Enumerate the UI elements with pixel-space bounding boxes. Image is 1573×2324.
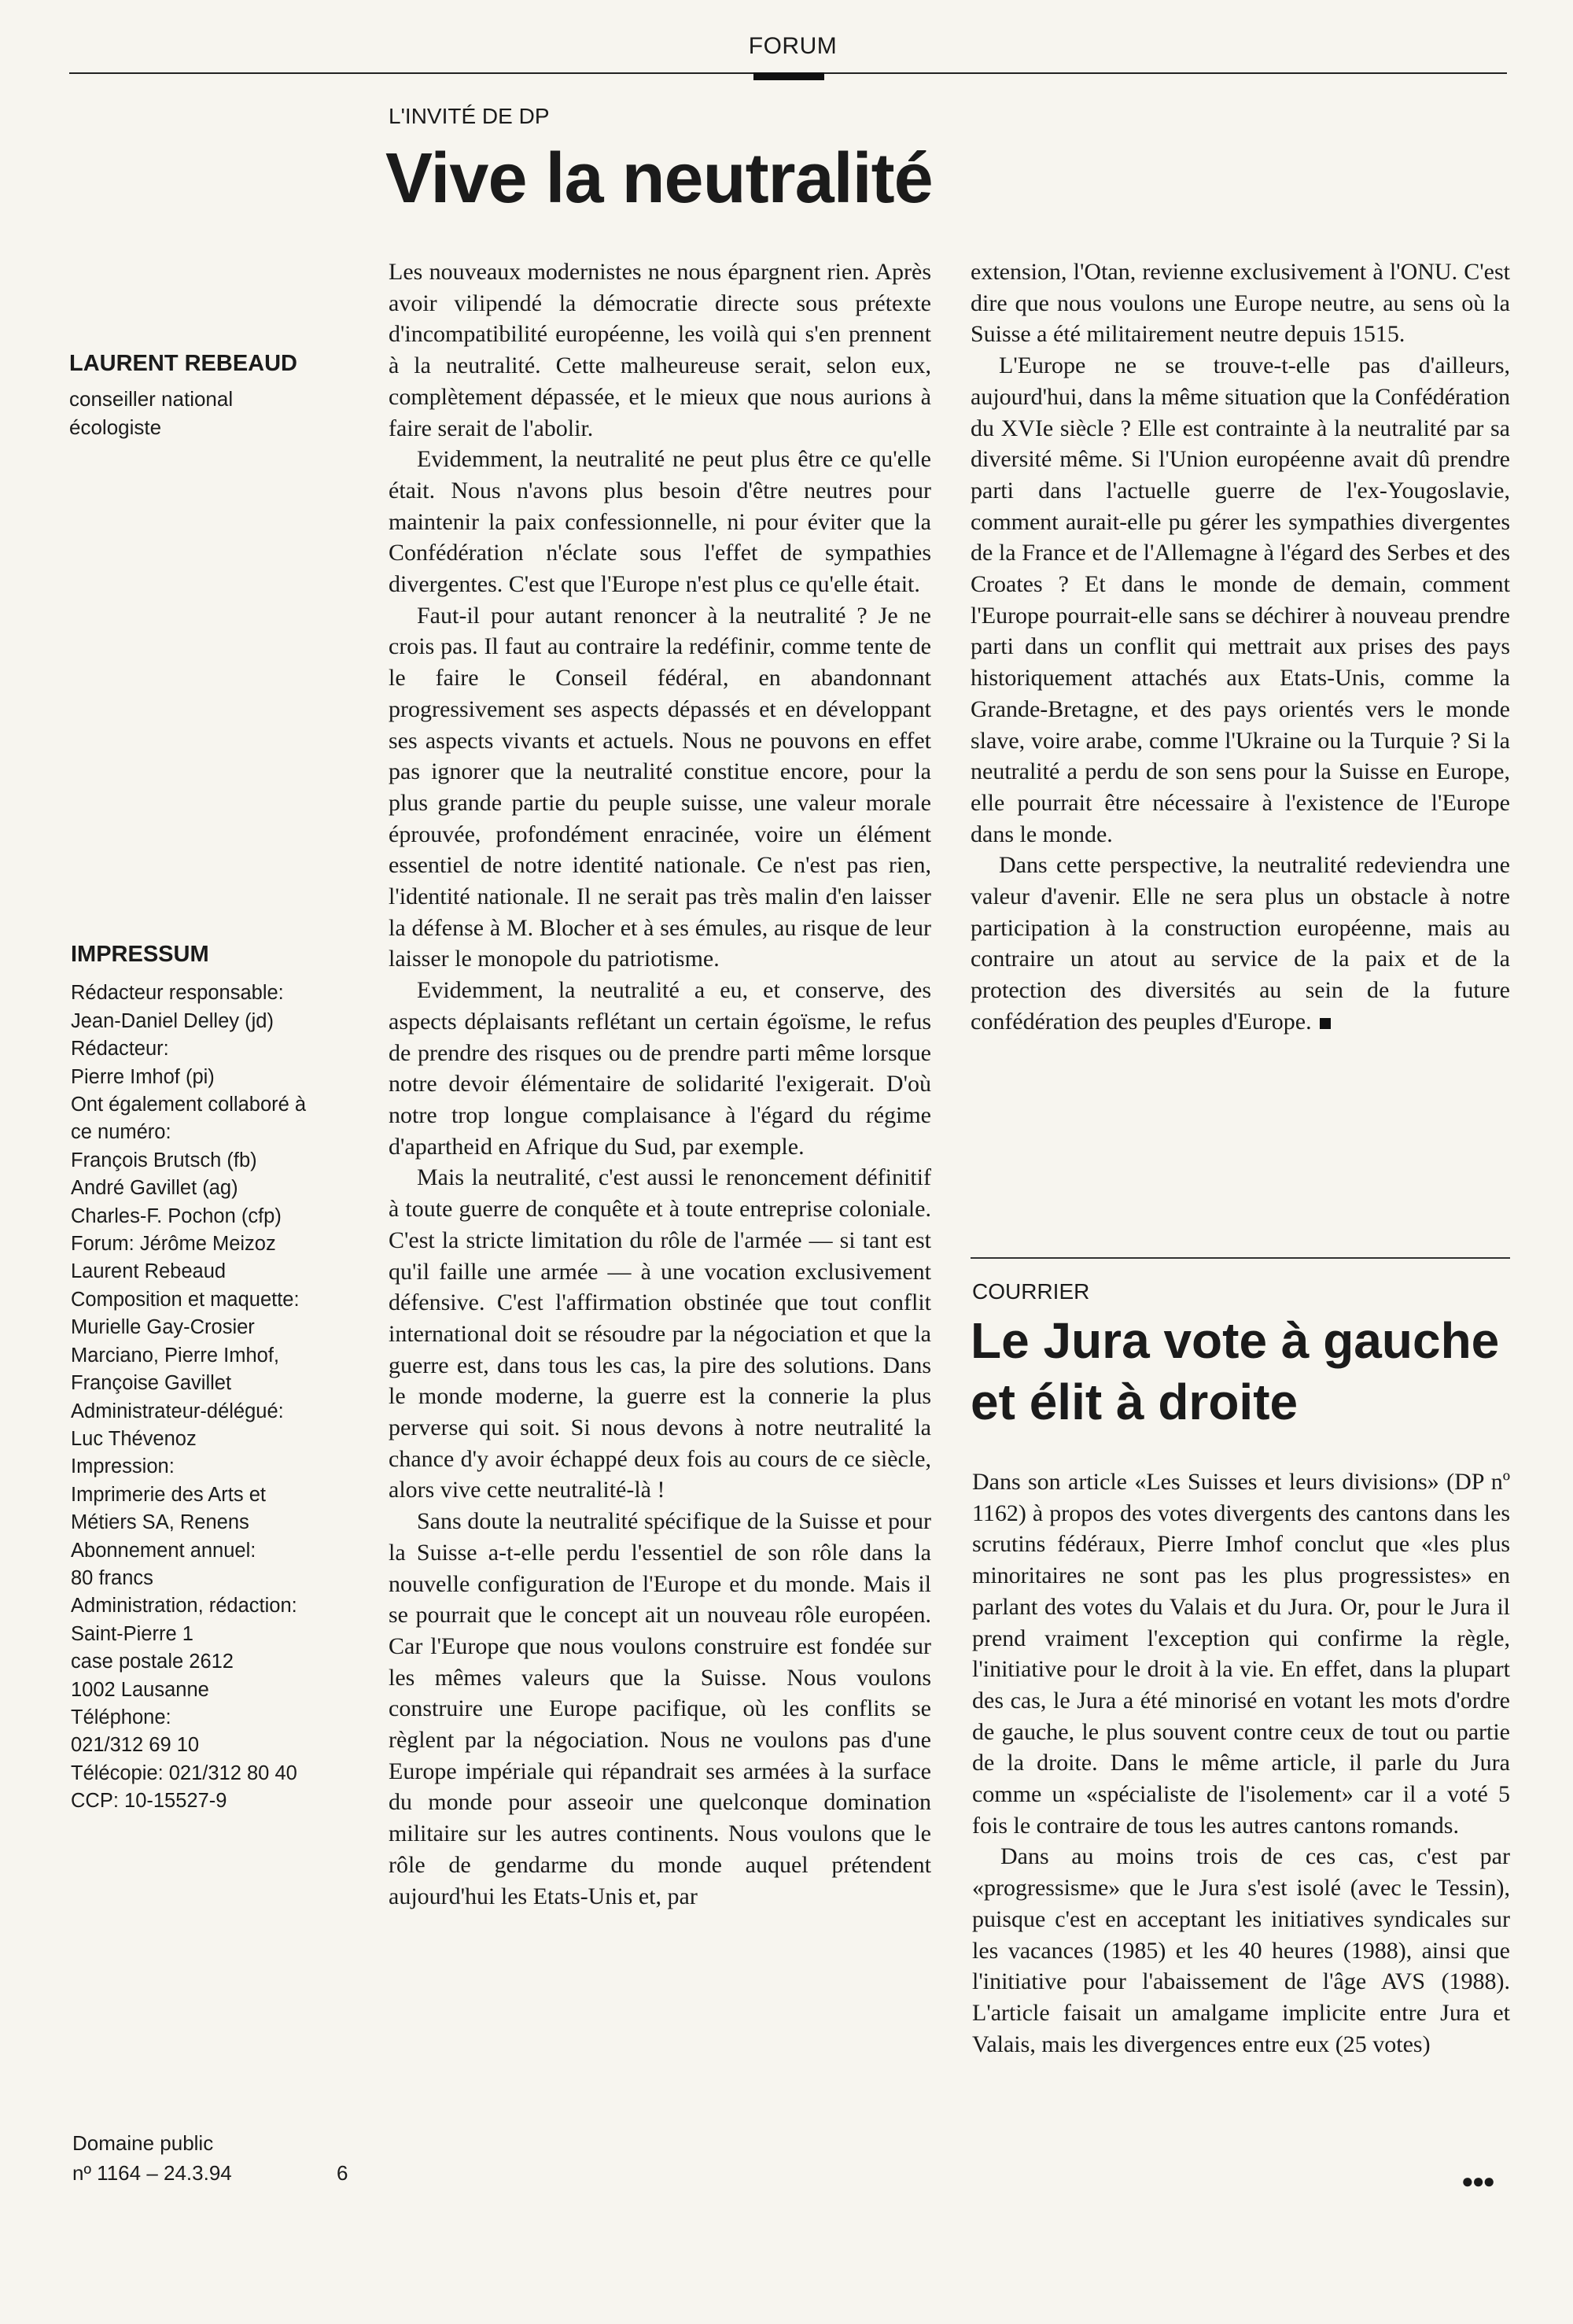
- impressum-title: IMPRESSUM: [71, 942, 209, 967]
- article-title: Vive la neutralité: [385, 139, 933, 218]
- impressum-line: Pierre Imhof (pi): [71, 1065, 215, 1088]
- impressum-line: Administrateur-délégué:: [71, 1400, 284, 1422]
- page-number: 6: [337, 2161, 348, 2185]
- impressum-line: Administration, rédaction:: [71, 1595, 297, 1618]
- article-column-1: [389, 256, 931, 1912]
- impressum-line: Murielle Gay-Crosier: [71, 1316, 255, 1339]
- author-role: conseiller national écologiste: [69, 387, 234, 439]
- paragraph: [971, 850, 1510, 1037]
- impressum-line: Métiers SA, Renens: [71, 1511, 249, 1534]
- paragraph: Sans doute la neutralité spécifique de la Suisse et pour la Suisse a-t-elle perdu l'essentiel de son rôle dans la nouvelle configuration de l'Europe et du monde. Mais il se pourrait que le concept ait un nouveau rôle européen. Car l'Europe que nous voulons construire est fondée sur les mêmes valeurs que la Suisse. Nous voulons construire une Europe pacifique, où les conflits se règlent par la négociation. Nous ne voulons pas d'une Europe impériale qui répandrait ses armées à la surface du monde pour asseoir une quelconque domination militaire sur les autres continents. Nous voulons que le rôle de gendarme du monde auquel prétendent aujourd'hui les Etats-Unis et, par: [389, 1508, 931, 1909]
- paragraph: Faut-il pour autant renoncer à la neutralité ? Je ne crois pas. Il faut au contraire la redéfinir, comme tente de le faire le Conseil fédéral, en abandonnant progressivement ses aspects dépassés et en développant ses aspects vivants et actuels. Nous ne pouvons en effet pas ignorer que la neutralité constitue encore, pour la plus grande partie du peuple suisse, une valeur morale éprouvée, profondément enracinée, voire un élément essentiel de notre identité nationale. Ce n'est pas rien, l'identité nationale. Il ne serait pas très malin d'en laisser la défense à M. Blocher et à ses émules, au risque de leur laisser le monopole du patriotisme.: [389, 602, 931, 972]
- impressum-line: ce numéro:: [71, 1121, 171, 1144]
- impressum-line: Luc Thévenoz: [71, 1427, 197, 1450]
- paragraph: Mais la neutralité, c'est aussi le renoncement définitif à toute guerre de conquête et à toute entreprise coloniale. C'est la stricte limitation du rôle de l'armée — si tant est qu'il faille une armée — à une vocation exclusivement défensive. C'est l'affirmation obstinée que tout conflit international doit se résoudre par la négociation et que la guerre est, dans tous les cas, la pire des solutions. Dans le monde moderne, la guerre est la connerie la plus perverse qui soit. Si nous devons à notre neutralité la chance d'y avoir échappé deux fois au cours de ce siècle, alors vive cette neutralité-là !: [389, 1164, 931, 1503]
- impressum-line: Abonnement annuel:: [71, 1539, 256, 1562]
- impressum-line: Saint-Pierre 1: [71, 1622, 193, 1645]
- section-marker: [753, 72, 824, 80]
- impressum-line: Laurent Rebeaud: [71, 1260, 227, 1283]
- impressum-line: Françoise Gavillet: [71, 1372, 232, 1395]
- paragraph-text: Dans cette perspective, la neutralité redeviendra une valeur d'avenir. Elle ne sera plus un obstacle à notre participation à la construction européenne, mais au contraire un atout au service de la paix et de la protection des diversités au sein de la future confédération des peuples d'Europe.: [971, 852, 1510, 1035]
- letters-kicker: COURRIER: [972, 1279, 1090, 1304]
- impressum-line: CCP: 10-15527-9: [71, 1790, 227, 1813]
- issue-number: nº 1164 – 24.3.94: [72, 2161, 232, 2185]
- page-footer: [72, 2128, 363, 2188]
- impressum-line: Ont également collaboré à: [71, 1094, 307, 1116]
- section-divider: [971, 1257, 1510, 1259]
- publication-name: Domaine public: [72, 2131, 214, 2155]
- impressum-lines: [71, 979, 354, 1815]
- paragraph: Dans son article «Les Suisses et leurs divisions» (DP nº 1162) à propos des votes divergents des cantons dans les scrutins fédéraux, Pierre Imhof conclut que «les plus minoritaires ne sont pas les plus progressistes» en parlant des votes du Valais et du Jura. Or, pour le Jura il prend vraiment l'exception qui confirme la règle, l'initiative pour le droit à la vie. En effet, dans la plupart des cas, le Jura a été minorisé en votant les mots d'ordre de gauche, le plus souvent contre ceux de tout ou partie de la droite. Dans le même article, il parle du Jura comme un «spécialiste de l'isolement» car il a voté 5 fois le contraire de tous les autres cantons romands.: [972, 1469, 1510, 1839]
- section-label: FORUM: [748, 33, 838, 59]
- impressum-line: Imprimerie des Arts et: [71, 1483, 266, 1506]
- author-box: [69, 351, 329, 441]
- impressum-line: Rédacteur responsable:: [71, 982, 284, 1005]
- paragraph: extension, l'Otan, revienne exclusivement à l'ONU. C'est dire que nous voulons une Europe neutre, au sens où la Suisse a été militairement neutre depuis 1515.: [971, 259, 1510, 348]
- article-column-2: [971, 256, 1510, 1038]
- impressum-line: Impression:: [71, 1455, 175, 1478]
- author-name: LAURENT REBEAUD: [69, 351, 297, 376]
- impressum-line: Téléphone:: [71, 1706, 171, 1728]
- paragraph: Evidemment, la neutralité a eu, et conserve, des aspects déplaisants reflétant un certain égoïsme, le refus de prendre des risques ou de prendre parti même lorsque notre devoir élémentaire de solidarité l'exigerait. D'où notre trop longue complaisance à l'égard du régime d'apartheid en Afrique du Sud, par exemple.: [389, 977, 931, 1160]
- paragraph: Les nouveaux modernistes ne nous épargnent rien. Après avoir vilipendé la démocratie directe sous prétexte d'incompatibilité européenne, les voilà qui s'en prennent à la neutralité. Cette malheureuse serait, selon eux, complètement dépassée, et le mieux que nous aurions à faire serait de l'abolir.: [389, 259, 931, 441]
- continued-marker: ●●●: [1461, 2170, 1494, 2193]
- impressum-line: André Gavillet (ag): [71, 1177, 238, 1200]
- impressum-line: Charles-F. Pochon (cfp): [71, 1204, 282, 1227]
- impressum-line: 80 francs: [71, 1566, 153, 1589]
- end-of-article-mark: [1320, 1018, 1331, 1029]
- impressum-line: Forum: Jérôme Meizoz: [71, 1233, 276, 1256]
- impressum-line: Rédacteur:: [71, 1038, 169, 1061]
- impressum-line: Jean-Daniel Delley (jd): [71, 1009, 274, 1032]
- impressum-line: Télécopie: 021/312 80 40: [71, 1761, 297, 1784]
- paragraph: Evidemment, la neutralité ne peut plus être ce qu'elle était. Nous n'avons plus besoin d'être neutres pour maintenir la paix confessionnelle, ni pour éviter que la Confédération n'éclate sous l'effet de sympathies divergentes. C'est que l'Europe n'est plus ce qu'elle était.: [389, 446, 931, 598]
- impressum-line: Marciano, Pierre Imhof,: [71, 1344, 280, 1367]
- impressum-box: [71, 941, 354, 1816]
- paragraph: L'Europe ne se trouve-t-elle pas d'ailleurs, aujourd'hui, dans la même situation que la Confédération du XVIe siècle ? Elle est contrainte à la neutralité par sa diversité même. Si l'Union européenne avait dû prendre parti dans l'actuelle guerre de l'ex-Yougoslavie, comment aurait-elle pu gérer les sympathies divergentes de la France et de l'Allemagne à l'égard des Serbes et des Croates ? Et dans le monde de demain, comment l'Europe pourrait-elle sans se déchirer à nouveau prendre parti dans un conflit qui mettrait aux prises des pays historiquement attachés aux Etats-Unis, comme la Grande-Bretagne, et des pays orientés vers le monde slave, voire arabe, comme l'Ukraine ou la Turquie ? Si la neutralité a perdu de son sens pour la Suisse en Europe, elle pourrait être nécessaire à l'existence de l'Europe dans le monde.: [971, 352, 1510, 847]
- letters-title: Le Jura vote à gauche et élit à droite: [971, 1312, 1500, 1430]
- impressum-line: Composition et maquette:: [71, 1288, 300, 1311]
- paragraph: Dans au moins trois de ces cas, c'est par «progressisme» que le Jura s'est isolé (avec le Tessin), puisque c'est en acceptant les initiatives syndicales sur les vacances (1985) et les 40 heures (1988), ainsi que l'initiative pour l'abaissement de l'âge AVS (1988). L'article faisait un amalgame implicite entre Jura et Valais, mais les divergences entre eux (25 votes): [972, 1843, 1510, 2057]
- impressum-line: François Brutsch (fb): [71, 1149, 257, 1171]
- impressum-line: case postale 2612: [71, 1651, 234, 1673]
- impressum-line: 1002 Lausanne: [71, 1678, 209, 1701]
- impressum-line: 021/312 69 10: [71, 1734, 200, 1757]
- article-kicker: L'INVITÉ DE DP: [389, 104, 550, 128]
- letters-column: [972, 1466, 1510, 2060]
